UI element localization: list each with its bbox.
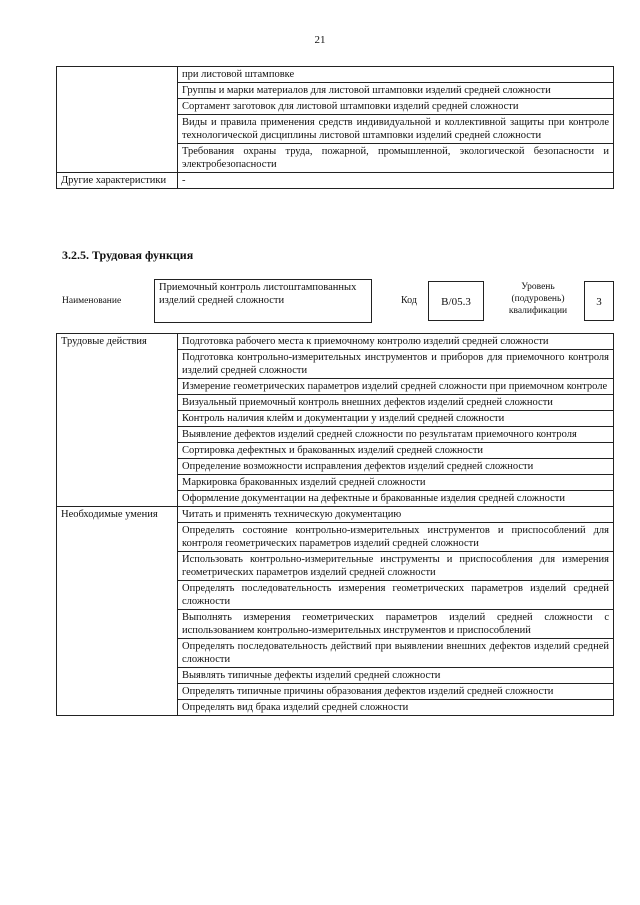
table-cell: Выполнять измерения геометрических параметров изделий средней сложности с использованием контрольно-измерительных инструментов и приспособлений [178, 610, 614, 639]
table-cell: Оформление документации на дефектные и бракованные изделия средней сложности [178, 491, 614, 507]
table-cell: Выявлять типичные дефекты изделий средней сложности [178, 668, 614, 684]
function-table [56, 333, 614, 716]
function-name: Приемочный контроль листоштампованных изделий средней сложности [154, 279, 372, 323]
table-cell: Использовать контрольно-измерительные инструменты и приспособления для измерения геометрических параметров изделий средней сложности [178, 552, 614, 581]
table-row [57, 67, 614, 83]
table-cell: - [178, 173, 614, 189]
table-cell: Подготовка рабочего места к приемочному контролю изделий средней сложности [178, 334, 614, 350]
table-cell: Контроль наличия клейм и документации у изделий средней сложности [178, 411, 614, 427]
code-label: Код [401, 295, 417, 306]
table-cell: Сортировка дефектных и бракованных изделий средней сложности [178, 443, 614, 459]
group-label: Трудовые действия [57, 334, 178, 507]
table-cell: Определять вид брака изделий средней сложности [178, 700, 614, 716]
table-cell: Определять последовательность измерения геометрических параметров изделий средней сложности [178, 581, 614, 610]
table-cell: Требования охраны труда, пожарной, промышленной, экологической безопасности и электробезопасности [178, 144, 614, 173]
table-cell: Виды и правила применения средств индивидуальной и коллективной защиты при контроле технологической дисциплины листовой штамповки изделий средней сложности [178, 115, 614, 144]
table-row [57, 507, 614, 523]
table-cell: Группы и марки материалов для листовой штамповки изделий средней сложности [178, 83, 614, 99]
qualification-level-label: Уровень (подуровень) квалификации [508, 282, 568, 316]
table-cell: Подготовка контрольно-измерительных инструментов и приборов для приемочного контроля изделий средней сложности [178, 350, 614, 379]
table-cell: Определять состояние контрольно-измерительных инструментов и приспособлений для контроля геометрических параметров изделий средней сложности [178, 523, 614, 552]
function-header [0, 279, 640, 325]
row-label [57, 67, 178, 173]
table-cell: Визуальный приемочный контроль внешних дефектов изделий средней сложности [178, 395, 614, 411]
table-row [57, 173, 614, 189]
table-cell: при листовой штамповке [178, 67, 614, 83]
table-cell: Сортамент заготовок для листовой штамповки изделий средней сложности [178, 99, 614, 115]
table-cell: Определять типичные причины образования дефектов изделий средней сложности [178, 684, 614, 700]
table-cell: Читать и применять техническую документацию [178, 507, 614, 523]
group-label: Необходимые умения [57, 507, 178, 716]
table-cell: Выявление дефектов изделий средней сложности по результатам приемочного контроля [178, 427, 614, 443]
table-row [57, 334, 614, 350]
requirements-table [56, 66, 614, 189]
table-cell: Измерение геометрических параметров изделий средней сложности при приемочном контроле [178, 379, 614, 395]
qualification-level: 3 [584, 281, 614, 321]
table-cell: Определять последовательность действий при выявлении внешних дефектов изделий средней сложности [178, 639, 614, 668]
table-cell: Определение возможности исправления дефектов изделий средней сложности [178, 459, 614, 475]
section-heading: 3.2.5. Трудовая функция [62, 248, 194, 262]
table-cell: Маркировка бракованных изделий средней сложности [178, 475, 614, 491]
function-code: B/05.3 [428, 281, 484, 321]
name-label: Наименование [62, 296, 122, 306]
page-number: 21 [314, 34, 326, 46]
row-label: Другие характеристики [57, 173, 178, 189]
